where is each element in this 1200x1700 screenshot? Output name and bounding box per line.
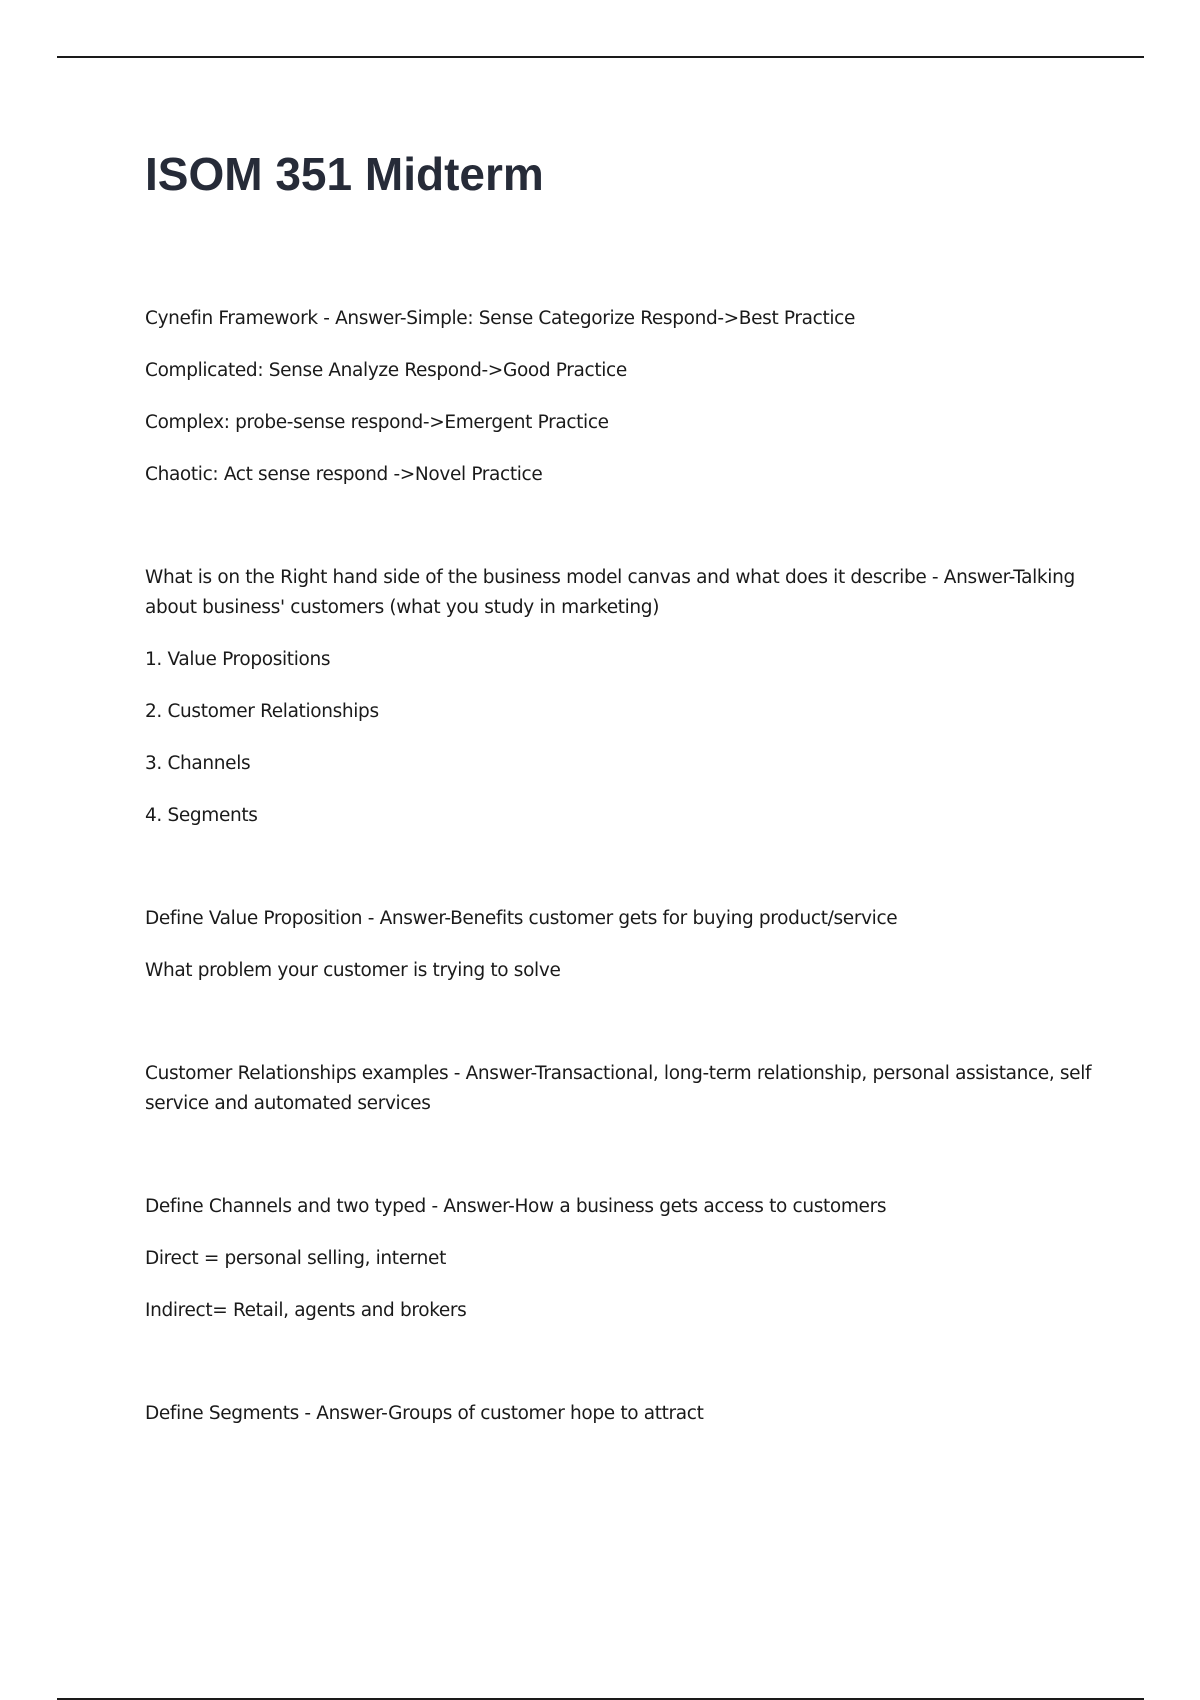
- qa-block-business-model-canvas: [145, 563, 1095, 831]
- qa-line: What problem your customer is trying to solve: [145, 960, 561, 981]
- qa-block-segments: [145, 1399, 1095, 1429]
- qa-line: Cynefin Framework - Answer-Simple: Sense Categorize Respond->Best Practice: [145, 308, 855, 329]
- qa-line: Direct = personal selling, internet: [145, 1248, 446, 1269]
- qa-line: Chaotic: Act sense respond ->Novel Practice: [145, 464, 543, 485]
- document-body: [145, 304, 1095, 1429]
- qa-line: 3. Channels: [145, 753, 251, 774]
- qa-line: 2. Customer Relationships: [145, 701, 379, 722]
- qa-line: Complicated: Sense Analyze Respond->Good Practice: [145, 360, 627, 381]
- page-title: ISOM 351 Midterm: [145, 148, 544, 200]
- qa-line: 1. Value Propositions: [145, 649, 331, 670]
- qa-line: Complex: probe-sense respond->Emergent Practice: [145, 412, 609, 433]
- qa-line: Customer Relationships examples - Answer-Transactional, long-term relationship, personal assistance, self service and automated services: [145, 1063, 1092, 1114]
- qa-line: Define Channels and two typed - Answer-How a business gets access to customers: [145, 1196, 887, 1217]
- qa-line: 4. Segments: [145, 805, 258, 826]
- qa-line: What is on the Right hand side of the business model canvas and what does it describe - Answer-Talking about business' customers (what you study in marketing): [145, 567, 1075, 618]
- qa-line: Define Segments - Answer-Groups of customer hope to attract: [145, 1403, 704, 1424]
- qa-line: Define Value Proposition - Answer-Benefits customer gets for buying product/service: [145, 908, 898, 929]
- qa-block-value-proposition: [145, 904, 1095, 986]
- qa-line: Indirect= Retail, agents and brokers: [145, 1300, 467, 1321]
- qa-block-cynefin: [145, 304, 1095, 490]
- qa-block-channels: [145, 1192, 1095, 1326]
- qa-block-customer-relationships: [145, 1059, 1095, 1119]
- top-divider: [57, 56, 1144, 58]
